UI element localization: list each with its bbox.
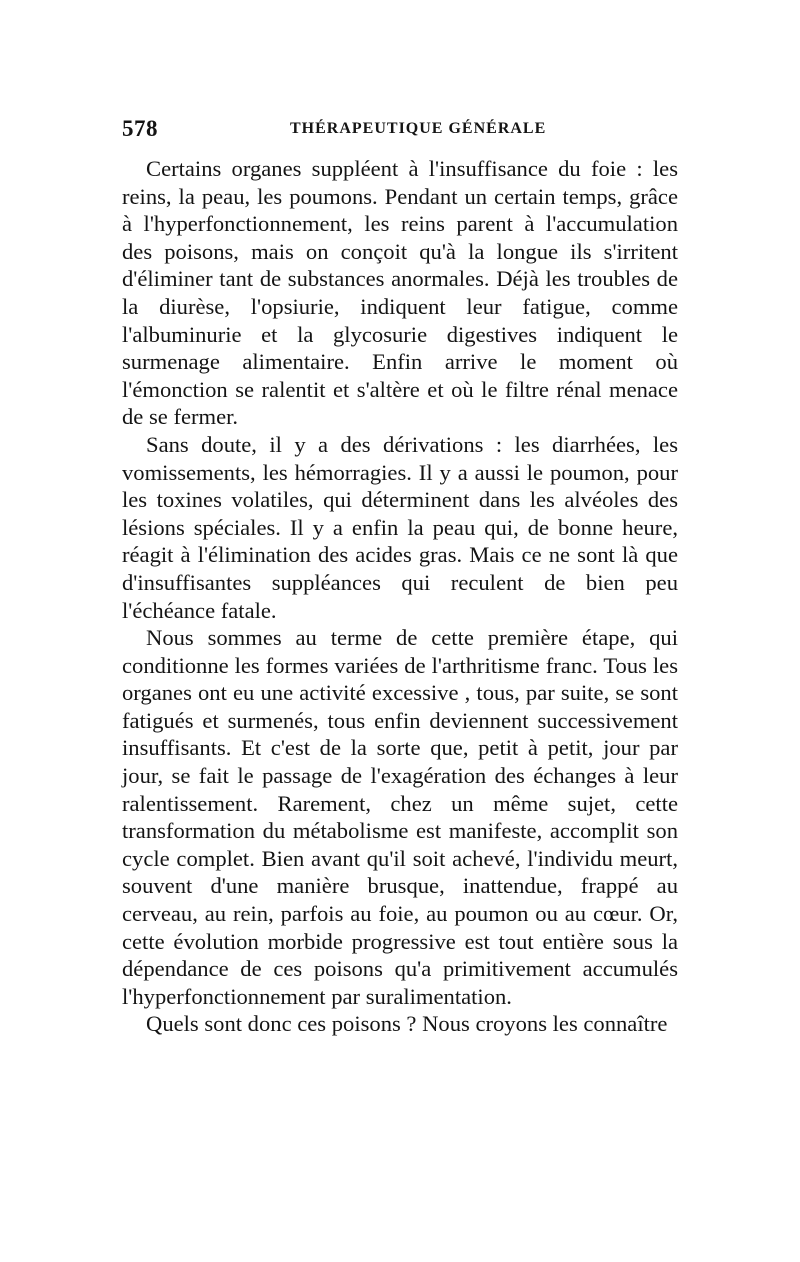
- paragraph-4: Quels sont donc ces poisons ? Nous croyons les connaître: [146, 1011, 668, 1037]
- running-head: [122, 116, 678, 142]
- paragraph-3: Nous sommes au terme de cette première étape, qui conditionne les formes variées de l'arthritisme franc. Tous les organes ont eu une activité excessive , tous, par suite, se sont fatigués et surmenés, tous enfin deviennent successivement insuffisants. Et c'est de la sorte que, petit à petit, jour par jour, se fait le passage de l'exagération des échanges à leur ralentissement. Rarement, chez un même sujet, cette transformation du métabolisme est manifeste, accomplit son cycle complet. Bien avant qu'il soit achevé, l'individu meurt, souvent d'une manière brusque, inattendue, frappé au cerveau, au rein, parfois au foie, au poumon ou au cœur. Or, cette évolution morbide progressive est tout entière sous la dépendance de ces poisons qu'a primitivement accumulés l'hyperfonctionnement par suralimentation.: [122, 625, 678, 1009]
- running-title: THÉRAPEUTIQUE GÉNÉRALE: [290, 120, 547, 137]
- paragraph-1: Certains organes suppléent à l'insuffisance du foie : les reins, la peau, les poumons. Pendant un certain temps, grâce à l'hyperfonctionnement, les reins parent à l'accumulation des poisons, mais on conçoit qu'à la longue ils s'irritent d'éliminer tant de substances anormales. Déjà les troubles de la diurèse, l'opsiurie, indiquent leur fatigue, comme l'albuminurie et la glycosurie digestives indiquent le surmenage alimentaire. Enfin arrive le moment où l'émonction se ralentit et s'altère et où le filtre rénal menace de se fermer.: [122, 156, 678, 430]
- body-text: [122, 155, 678, 1038]
- page-number: 578: [122, 116, 158, 141]
- paragraph-2: Sans doute, il y a des dérivations : les diarrhées, les vomissements, les hémorragies. Il y a aussi le poumon, pour les toxines volatiles, qui déterminent dans les alvéoles des lésions spéciales. Il y a enfin la peau qui, de bonne heure, réagit à l'élimination des acides gras. Mais ce ne sont là que d'insuffisantes suppléances qui reculent de bien peu l'échéance fatale.: [122, 431, 678, 623]
